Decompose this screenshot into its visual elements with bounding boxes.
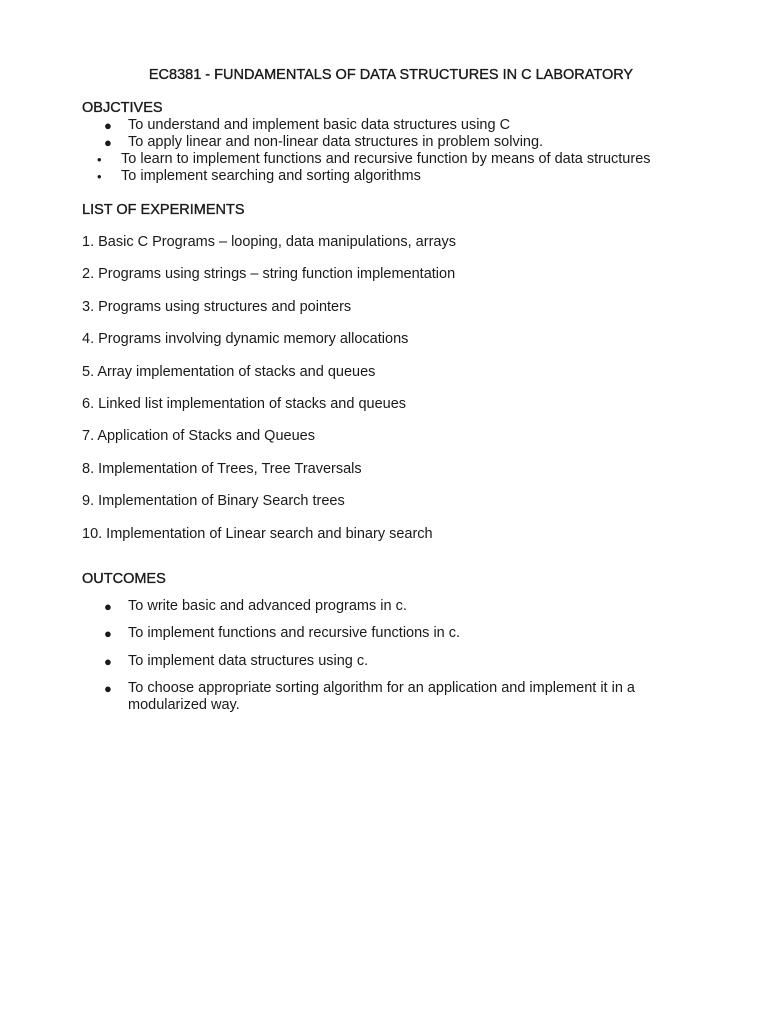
- bullet-icon: ●: [104, 598, 112, 614]
- document-page: [82, 66, 678, 714]
- outcome-item: ● To choose appropriate sorting algorithm for an application and implement it in a modularized way.: [104, 680, 635, 714]
- objective-item: ● To understand and implement basic data structures using C: [104, 117, 511, 133]
- objective-item: ● To apply linear and non-linear data structures in problem solving.: [104, 134, 544, 150]
- experiments-heading: LIST OF EXPERIMENTS: [82, 202, 245, 218]
- objective-item: • To implement searching and sorting algorithms: [97, 168, 421, 184]
- experiment-item: 10. Implementation of Linear search and binary search: [82, 525, 433, 542]
- experiments-list: [82, 234, 678, 543]
- bullet-icon: ●: [104, 681, 112, 697]
- outcome-item: ● To implement functions and recursive functions in c.: [104, 625, 461, 642]
- objective-item: • To learn to implement functions and recursive function by means of data structures: [97, 151, 651, 167]
- experiment-item: 1. Basic C Programs – looping, data manipulations, arrays: [82, 234, 456, 250]
- experiment-item: 8. Implementation of Trees, Tree Traversals: [82, 460, 362, 477]
- objectives-list: [82, 117, 678, 185]
- document-title: EC8381 - FUNDAMENTALS OF DATA STRUCTURES IN C LABORATORY: [148, 67, 634, 83]
- objectives-heading: OBJCTIVES: [82, 100, 163, 116]
- outcome-item: ● To write basic and advanced programs in c.: [104, 597, 407, 614]
- bullet-icon: ●: [104, 653, 112, 669]
- experiment-item: 9. Implementation of Binary Search trees: [82, 493, 345, 510]
- bullet-icon: •: [97, 169, 102, 184]
- bullet-icon: ●: [104, 135, 112, 150]
- outcome-item: ● To implement data structures using c.: [104, 652, 369, 669]
- bullet-icon: ●: [104, 118, 112, 133]
- outcomes-list: [82, 598, 678, 715]
- bullet-icon: •: [97, 152, 102, 167]
- experiment-item: 3. Programs using structures and pointers: [82, 298, 352, 315]
- outcomes-heading: OUTCOMES: [82, 570, 166, 587]
- experiment-item: 7. Application of Stacks and Queues: [82, 428, 315, 445]
- experiment-item: 6. Linked list implementation of stacks and queues: [82, 395, 407, 412]
- experiment-item: 4. Programs involving dynamic memory allocations: [82, 331, 409, 348]
- bullet-icon: ●: [104, 626, 112, 642]
- experiment-item: 5. Array implementation of stacks and queues: [82, 363, 376, 380]
- experiment-item: 2. Programs using strings – string function implementation: [82, 266, 456, 283]
